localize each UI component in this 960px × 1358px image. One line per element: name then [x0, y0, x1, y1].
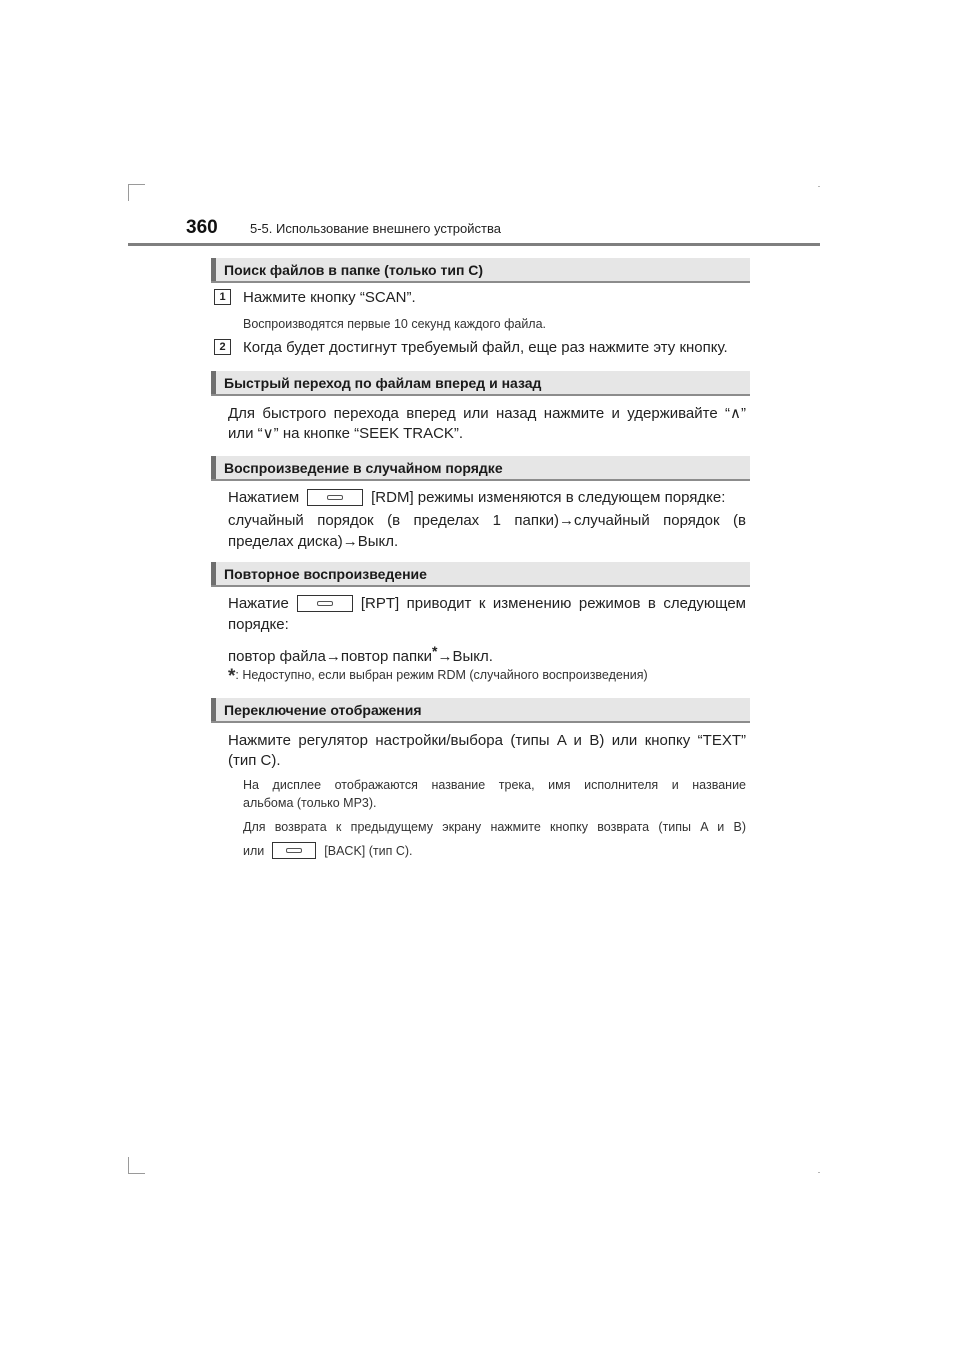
- section-title: Воспроизведение в случайном порядке: [224, 460, 503, 476]
- step-1-note: Воспроизводятся первые 10 секунд каждого файла.: [243, 317, 547, 331]
- display-line-2: (тип C).: [228, 752, 281, 769]
- section-title: Поиск файлов в папке (только тип C): [224, 262, 484, 278]
- header-rule: [128, 243, 820, 246]
- rdm-button-illustration: [307, 489, 363, 506]
- display-note-2-start: или: [243, 844, 265, 858]
- crop-dot-top-right: [818, 186, 820, 187]
- repeat-line-1-start: Нажатие: [228, 595, 289, 612]
- footnote: [228, 666, 758, 688]
- chapter-title: 5-5. Использование внешнего устройства: [250, 221, 501, 236]
- crop-mark-bottom-left-v: [128, 1157, 129, 1174]
- section-title: Быстрый переход по файлам вперед и назад: [224, 375, 542, 391]
- preset-button-icon: [317, 601, 333, 606]
- crop-mark-top-left-h: [128, 184, 145, 185]
- fast-seek-line-1: Для быстрого перехода вперед или назад нажмите и удерживайте “∧”: [228, 405, 746, 422]
- repeat-line-3: [228, 640, 746, 668]
- section-heading-display-switch: [211, 698, 750, 723]
- display-note-2-end: [BACK] (тип C).: [324, 844, 413, 858]
- section-heading-repeat-play: [211, 562, 750, 587]
- step-2-text: Когда будет достигнут требуемый файл, еще раз нажмите эту кнопку.: [243, 339, 728, 356]
- repeat-line-2: порядке:: [228, 616, 289, 633]
- step-1-text: Нажмите кнопку “SCAN”.: [243, 289, 416, 306]
- preset-button-icon: [327, 495, 343, 500]
- step-badge-2: 2: [214, 339, 231, 355]
- random-line-3: пределах диска)→Выкл.: [228, 533, 399, 550]
- display-line-1: Нажмите регулятор настройки/выбора (типы A и B) или кнопку “TEXT”: [228, 732, 746, 749]
- repeat-line-1-end: [RPT] приводит к изменению режимов в следующем: [360, 595, 746, 612]
- page-number: 360: [186, 217, 218, 238]
- section-title: Переключение отображения: [224, 702, 422, 718]
- back-button-illustration: [272, 842, 316, 859]
- repeat-sequence: повтор файла→повтор папки: [228, 648, 433, 665]
- random-line-1: [228, 486, 746, 509]
- footnote-mark: *: [228, 666, 236, 687]
- repeat-line-1: [228, 592, 746, 615]
- random-line-1-end: [RDM] режимы изменяются в следующем порядке:: [371, 489, 726, 506]
- footnote-text: : Недоступно, если выбран режим RDM (случайного воспроизведения): [235, 668, 648, 682]
- display-note-1-line-2: альбома (только MP3).: [243, 796, 377, 810]
- footnote-asterisk: *: [432, 643, 438, 659]
- section-heading-fast-seek: [211, 371, 750, 396]
- fast-seek-line-2: или “∨” на кнопке “SEEK TRACK”.: [228, 425, 464, 442]
- random-line-2: случайный порядок (в пределах 1 папки)→случайный порядок (в: [228, 512, 746, 529]
- step-badge-1: 1: [214, 289, 231, 305]
- random-line-1-start: Нажатием: [228, 489, 300, 506]
- repeat-sequence-end: →Выкл.: [437, 648, 493, 665]
- crop-mark-top-left-v: [128, 184, 129, 201]
- section-heading-folder-search: [211, 258, 750, 283]
- display-note-2-line-2: [243, 840, 746, 863]
- display-note-2-line-1: Для возврата к предыдущему экрану нажмите кнопку возврата (типы A и B): [243, 820, 746, 834]
- preset-button-icon: [286, 848, 302, 853]
- crop-mark-bottom-left-h: [128, 1173, 145, 1174]
- rpt-button-illustration: [297, 595, 353, 612]
- section-title: Повторное воспроизведение: [224, 566, 427, 582]
- section-heading-random-play: [211, 456, 750, 481]
- crop-dot-bottom-right: [818, 1172, 820, 1173]
- display-note-1-line-1: На дисплее отображаются название трека, имя исполнителя и название: [243, 778, 746, 792]
